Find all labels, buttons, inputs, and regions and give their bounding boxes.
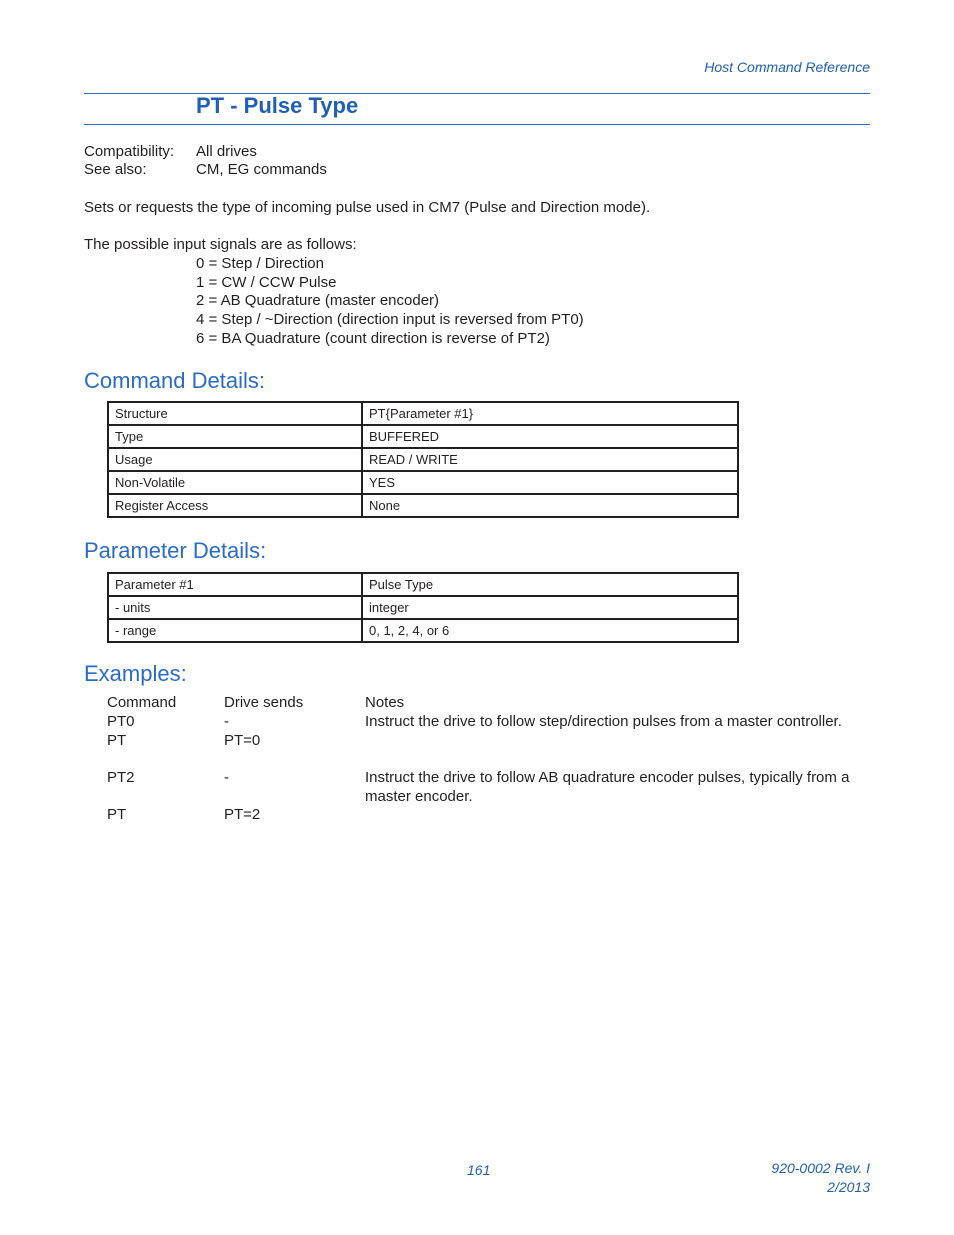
- page-number: 161: [467, 1162, 491, 1178]
- table-cell: Register Access: [108, 494, 362, 517]
- parameter-details-table: [107, 572, 739, 643]
- table-row: [108, 573, 738, 596]
- example-note: Instruct the drive to follow AB quadrature encoder pulses, typically from a master encoder.: [365, 769, 850, 805]
- example-command: PT: [107, 806, 127, 823]
- table-cell: READ / WRITE: [362, 448, 738, 471]
- document-number: 920-0002 Rev. I: [771, 1160, 870, 1176]
- examples-column-header: Command: [107, 694, 177, 711]
- table-cell: PT{Parameter #1}: [362, 402, 738, 425]
- example-response: PT=0: [224, 732, 261, 749]
- examples-column-header: Notes: [365, 694, 405, 711]
- table-cell: Usage: [108, 448, 362, 471]
- signals-intro: The possible input signals are as follows:: [84, 236, 357, 253]
- table-cell: BUFFERED: [362, 425, 738, 448]
- signal-item: 2 = AB Quadrature (master encoder): [196, 292, 440, 309]
- document-date: 2/2013: [827, 1179, 870, 1195]
- table-cell: Structure: [108, 402, 362, 425]
- table-cell: Pulse Type: [362, 573, 738, 596]
- signal-item: 6 = BA Quadrature (count direction is reverse of PT2): [196, 330, 550, 347]
- table-row: [108, 471, 738, 494]
- example-response: -: [224, 713, 229, 730]
- table-cell: YES: [362, 471, 738, 494]
- table-row: [108, 402, 738, 425]
- document-info: [771, 1159, 870, 1197]
- see-also-value: CM, EG commands: [196, 161, 327, 178]
- table-cell: Type: [108, 425, 362, 448]
- examples-heading: Examples:: [84, 661, 187, 686]
- table-cell: - range: [108, 619, 362, 642]
- table-cell: - units: [108, 596, 362, 619]
- table-cell: None: [362, 494, 738, 517]
- signal-item: 0 = Step / Direction: [196, 255, 324, 272]
- description: Sets or requests the type of incoming pulse used in CM7 (Pulse and Direction mode).: [84, 199, 651, 216]
- command-details-table: [107, 401, 739, 518]
- table-cell: Non-Volatile: [108, 471, 362, 494]
- example-note: Instruct the drive to follow step/direction pulses from a master controller.: [365, 713, 842, 730]
- table-cell: 0, 1, 2, 4, or 6: [362, 619, 738, 642]
- signal-item: 1 = CW / CCW Pulse: [196, 274, 337, 291]
- table-row: [108, 448, 738, 471]
- page-title: PT - Pulse Type: [196, 93, 359, 118]
- parameter-details-heading: Parameter Details:: [84, 538, 267, 563]
- running-header: Host Command Reference: [704, 59, 870, 75]
- examples-column-header: Drive sends: [224, 694, 304, 711]
- table-cell: Parameter #1: [108, 573, 362, 596]
- table-row: [108, 425, 738, 448]
- example-response: -: [224, 769, 229, 786]
- title-bottom-rule: [84, 124, 870, 125]
- compatibility-label: Compatibility:: [84, 143, 175, 160]
- example-command: PT2: [107, 769, 135, 786]
- signal-item: 4 = Step / ~Direction (direction input is reversed from PT0): [196, 311, 584, 328]
- table-row: [108, 494, 738, 517]
- table-row: [108, 619, 738, 642]
- table-row: [108, 596, 738, 619]
- compatibility-value: All drives: [196, 143, 257, 160]
- example-command: PT: [107, 732, 127, 749]
- see-also-label: See also:: [84, 161, 147, 178]
- example-response: PT=2: [224, 806, 261, 823]
- command-details-heading: Command Details:: [84, 368, 265, 393]
- example-command: PT0: [107, 713, 135, 730]
- table-cell: integer: [362, 596, 738, 619]
